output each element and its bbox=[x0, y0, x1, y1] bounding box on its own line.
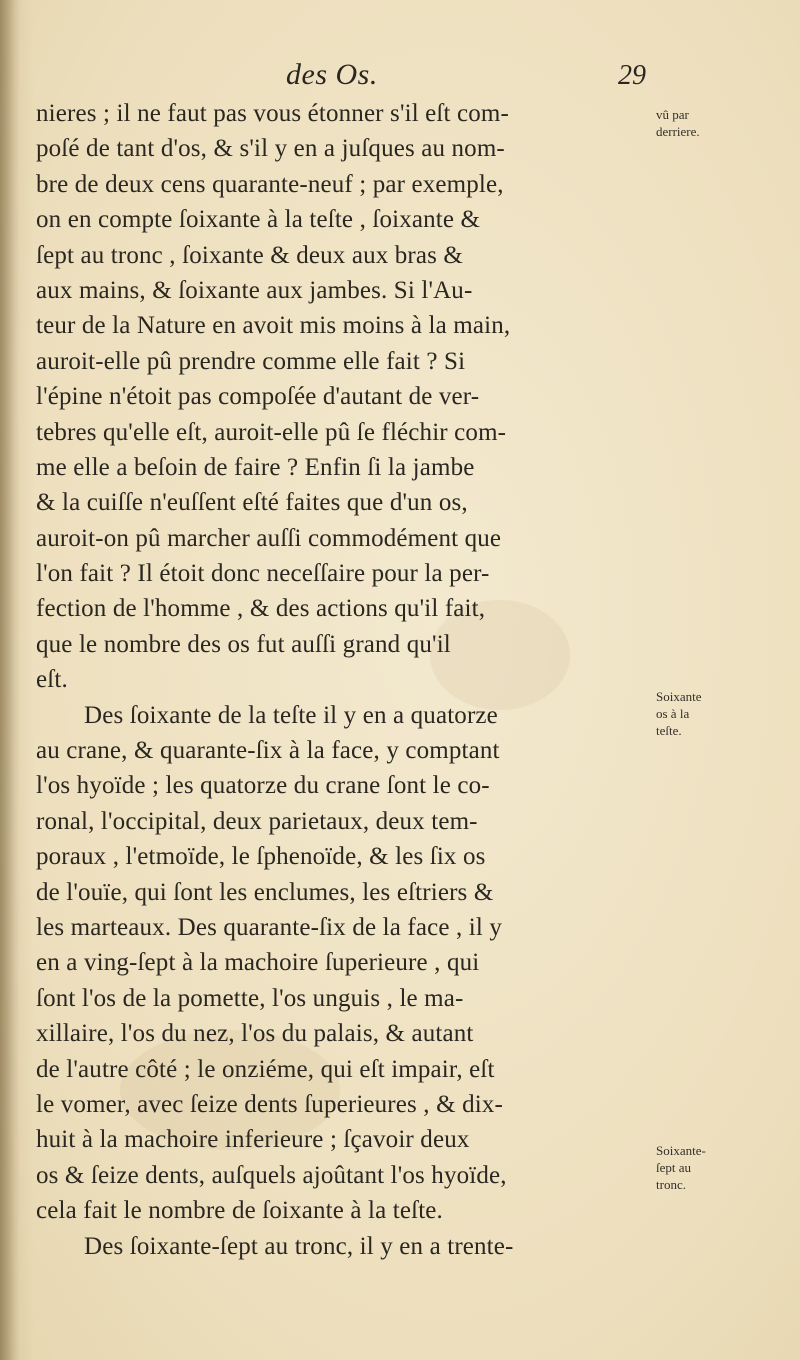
text-line: l'épine n'étoit pas compoſée d'autant de ver- bbox=[36, 383, 480, 411]
text-line: cela fait le nombre de ſoixante à la teſte. bbox=[36, 1197, 443, 1225]
text-line: teur de la Nature en avoit mis moins à la main, bbox=[36, 312, 511, 340]
text-line: & la cuiſſe n'euſſent eſté faites que d'un os, bbox=[36, 489, 468, 517]
text-line: xillaire, l'os du nez, l'os du palais, & autant bbox=[36, 1020, 474, 1048]
text-line: me elle a beſoin de faire ? Enfin ſi la jambe bbox=[36, 453, 475, 481]
text-line: auroit-on pû marcher auſſi commodément que bbox=[36, 524, 502, 552]
text-line: nieres ; il ne faut pas vous étonner s'il eſt com- bbox=[36, 100, 509, 127]
text-line: poraux , l'etmoïde, le ſphenoïde, & les ſix os bbox=[36, 843, 486, 871]
spine-shadow bbox=[0, 0, 20, 1360]
text-line: en a ving-ſept à la machoire ſuperieure , qui bbox=[36, 949, 480, 977]
text-line: aux mains, & ſoixante aux jambes. Si l'Au- bbox=[36, 276, 473, 304]
text-line: os & ſeize dents, auſquels ajoûtant l'os hyoïde, bbox=[36, 1161, 507, 1189]
text-line: tebres qu'elle eſt, auroit-elle pû ſe fléchir com- bbox=[36, 418, 507, 446]
text-line: on en compte ſoixante à la teſte , ſoixante & bbox=[36, 206, 481, 234]
text-line: fection de l'homme , & des actions qu'il fait, bbox=[36, 595, 486, 623]
page-number: 29 bbox=[618, 60, 646, 91]
text-line: que le nombre des os fut auſſi grand qu'il bbox=[36, 630, 451, 658]
text-line: au crane, & quarante-ſix à la face, y comptant bbox=[36, 737, 500, 765]
text-line: eſt. bbox=[36, 666, 68, 694]
text-line: huit à la machoire inferieure ; ſçavoir deux bbox=[36, 1126, 470, 1154]
text-line: bre de deux cens quarante-neuf ; par exemple, bbox=[36, 170, 504, 198]
page-header bbox=[0, 58, 800, 98]
text-line: de l'ouïe, qui ſont les enclumes, les eſtriers & bbox=[36, 878, 494, 906]
text-line: ſont l'os de la pomette, l'os unguis , le ma- bbox=[36, 984, 464, 1012]
margin-note-vu-par-derriere: vû par derriere. bbox=[656, 107, 700, 139]
text-line: ronal, l'occipital, deux parietaux, deux tem- bbox=[36, 807, 478, 835]
body-text bbox=[36, 96, 652, 1264]
text-line: ſept au tronc , ſoixante & deux aux bras & bbox=[36, 241, 464, 269]
paragraph-start-line: Des ſoixante de la teſte il y en a quatorze bbox=[84, 701, 498, 729]
running-title: des Os. bbox=[286, 58, 378, 91]
text-line: poſé de tant d'os, & s'il y en a juſques au nom- bbox=[36, 135, 505, 163]
text-line: le vomer, avec ſeize dents ſuperieures , & dix- bbox=[36, 1090, 503, 1118]
text-line: de l'autre côté ; le onziéme, qui eſt impair, eſt bbox=[36, 1055, 495, 1083]
text-line: l'on fait ? Il étoit donc neceſſaire pour la per- bbox=[36, 560, 490, 588]
text-line: l'os hyoïde ; les quatorze du crane ſont le co- bbox=[36, 772, 490, 800]
text-line: les marteaux. Des quarante-ſix de la face , il y bbox=[36, 913, 503, 941]
margin-note-soixante-os-teste: Soixante os à la teſte. bbox=[656, 689, 702, 738]
text-line: auroit-elle pû prendre comme elle fait ? Si bbox=[36, 347, 466, 375]
paragraph-start-line: Des ſoixante-ſept au tronc, il y en a trente- bbox=[84, 1232, 514, 1260]
margin-note-soixante-sept-tronc: Soixante- ſept au tronc. bbox=[656, 1143, 706, 1192]
